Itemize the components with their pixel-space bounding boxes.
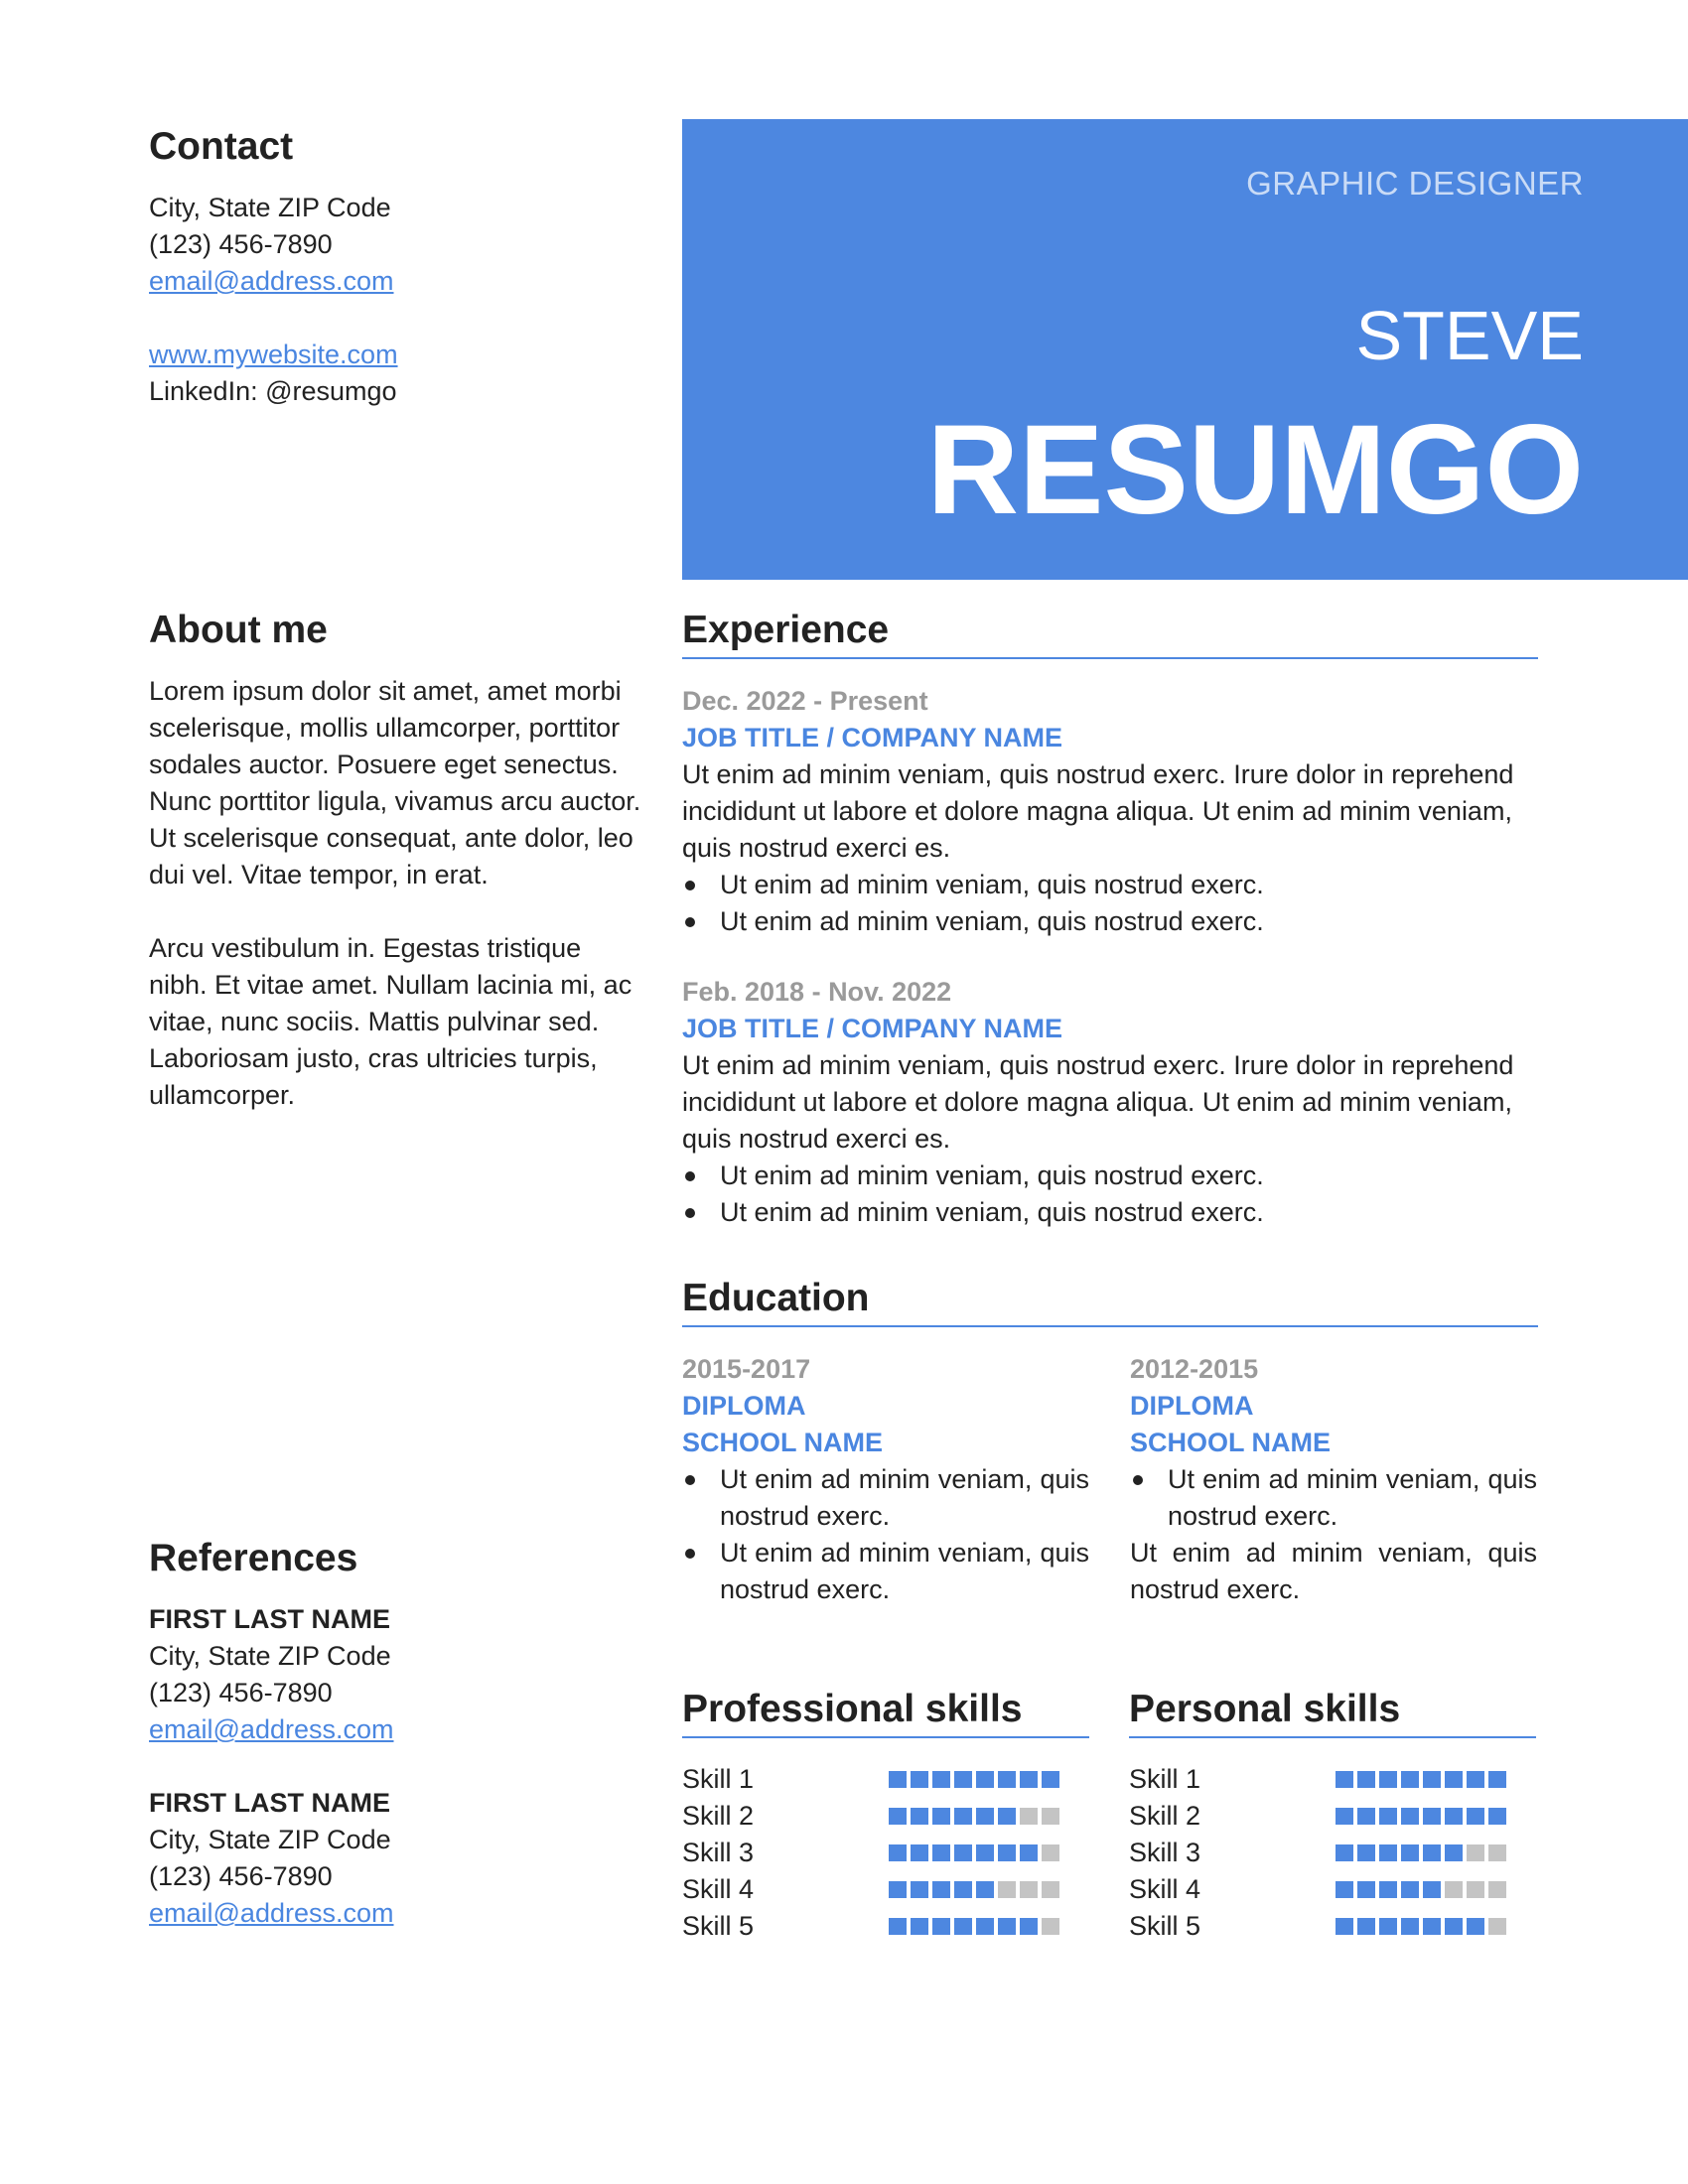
skill-level-filled-square [976, 1808, 994, 1825]
job-title: GRAPHIC DESIGNER [1246, 165, 1584, 202]
skill-name: Skill 3 [682, 1838, 755, 1867]
first-name: STEVE [1355, 297, 1584, 374]
about-section [149, 606, 645, 1151]
skill-level-bar [889, 1844, 1063, 1861]
skill-row [1129, 1761, 1536, 1798]
skill-level-filled-square [911, 1881, 928, 1898]
skill-level-filled-square [954, 1918, 972, 1935]
skill-level-filled-square [1357, 1881, 1375, 1898]
skill-level-empty-square [1467, 1844, 1484, 1861]
bullet-item: Ut enim ad minim veniam, quis nostrud exerc. [720, 903, 1538, 940]
reference-entry [149, 1785, 645, 1932]
skill-level-filled-square [1336, 1881, 1353, 1898]
skill-level-filled-square [1020, 1918, 1038, 1935]
bullet-item: Ut enim ad minim veniam, quis nostrud exerc. [720, 867, 1538, 903]
skill-level-empty-square [1445, 1881, 1463, 1898]
contact-heading: Contact [149, 125, 294, 168]
skill-level-filled-square [1401, 1918, 1419, 1935]
education-degree: DIPLOMA [1130, 1391, 1254, 1421]
skill-level-empty-square [1467, 1881, 1484, 1898]
skill-level-filled-square [889, 1844, 907, 1861]
skill-level-filled-square [954, 1844, 972, 1861]
skill-level-filled-square [1357, 1808, 1375, 1825]
education-bullets [1130, 1461, 1537, 1535]
skill-level-filled-square [998, 1808, 1016, 1825]
skill-level-filled-square [998, 1918, 1016, 1935]
skill-level-filled-square [1379, 1808, 1397, 1825]
reference-email-link[interactable]: email@address.com [149, 1714, 394, 1744]
skill-row [1129, 1871, 1536, 1908]
experience-bullets [682, 1158, 1538, 1231]
skill-row [682, 1871, 1089, 1908]
skill-level-bar [1336, 1808, 1510, 1825]
skill-level-filled-square [1379, 1881, 1397, 1898]
skill-level-filled-square [954, 1808, 972, 1825]
skill-level-empty-square [1042, 1918, 1059, 1935]
skill-level-filled-square [911, 1844, 928, 1861]
skill-level-filled-square [1488, 1771, 1506, 1788]
skill-level-filled-square [1336, 1844, 1353, 1861]
skill-level-filled-square [1357, 1771, 1375, 1788]
education-dates: 2012-2015 [1130, 1354, 1259, 1384]
bullet-item: Ut enim ad minim veniam, quis nostrud exerc. [720, 1461, 1089, 1535]
skill-row [1129, 1908, 1536, 1945]
education-bullets [682, 1461, 1089, 1608]
name-header-banner [682, 119, 1688, 580]
about-paragraph: Lorem ipsum dolor sit amet, amet morbi scelerisque, mollis ullamcorper, porttitor sodales auctor. Posuere eget senectus. Nunc porttitor ligula, vivamus arcu auctor. Ut scelerisque consequat, ante dolor, leo dui vel. Vitae tempor, in erat. [149, 676, 641, 889]
contact-section [149, 122, 645, 410]
skill-level-empty-square [1488, 1918, 1506, 1935]
skill-level-filled-square [976, 1881, 994, 1898]
skill-level-filled-square [1445, 1771, 1463, 1788]
references-section [149, 1534, 645, 1969]
skill-level-filled-square [1336, 1808, 1353, 1825]
about-paragraph: Arcu vestibulum in. Egestas tristique nibh. Et vitae amet. Nullam lacinia mi, ac vitae, nunc sociis. Mattis pulvinar sed. Laboriosam justo, cras ultricies turpis, ullamcorper. [149, 933, 633, 1110]
skill-level-filled-square [976, 1771, 994, 1788]
skill-level-bar [1336, 1844, 1510, 1861]
references-heading: References [149, 1537, 358, 1579]
skill-name: Skill 2 [682, 1801, 755, 1831]
reference-address: City, State ZIP Code [149, 1825, 391, 1854]
skill-level-filled-square [954, 1881, 972, 1898]
skill-level-bar [1336, 1771, 1510, 1788]
skill-level-empty-square [1020, 1808, 1038, 1825]
skill-level-filled-square [911, 1771, 928, 1788]
skill-level-filled-square [1336, 1771, 1353, 1788]
about-heading: About me [149, 609, 328, 651]
contact-email-link[interactable]: email@address.com [149, 266, 394, 296]
skill-row [1129, 1798, 1536, 1835]
experience-dates: Dec. 2022 - Present [682, 686, 928, 716]
reference-email-link[interactable]: email@address.com [149, 1898, 394, 1928]
bullet-item: Ut enim ad minim veniam, quis nostrud exerc. [720, 1535, 1089, 1608]
skill-row [682, 1908, 1089, 1945]
skill-level-filled-square [1401, 1771, 1419, 1788]
skill-row [682, 1798, 1089, 1835]
education-entry [1130, 1351, 1537, 1608]
skill-level-filled-square [932, 1808, 950, 1825]
skill-level-filled-square [1445, 1844, 1463, 1861]
bullet-item: Ut enim ad minim veniam, quis nostrud exerc. [1168, 1461, 1537, 1535]
education-note: Ut enim ad minim veniam, quis nostrud exerc. [1130, 1538, 1537, 1604]
skill-level-filled-square [932, 1881, 950, 1898]
skill-level-filled-square [976, 1918, 994, 1935]
reference-phone: (123) 456-7890 [149, 1678, 333, 1707]
skill-level-empty-square [1042, 1881, 1059, 1898]
skill-level-filled-square [911, 1918, 928, 1935]
professional-skills-list [682, 1761, 1089, 1945]
skill-level-filled-square [1423, 1844, 1441, 1861]
skill-level-filled-square [1020, 1844, 1038, 1861]
experience-title: JOB TITLE / COMPANY NAME [682, 1014, 1063, 1043]
skill-level-filled-square [1423, 1771, 1441, 1788]
contact-website-link[interactable]: www.mywebsite.com [149, 340, 398, 369]
skill-level-bar [1336, 1918, 1510, 1935]
skill-level-filled-square [1423, 1918, 1441, 1935]
skill-level-filled-square [1379, 1771, 1397, 1788]
skill-row [1129, 1835, 1536, 1871]
reference-entry [149, 1601, 645, 1748]
last-name: RESUMGO [926, 399, 1584, 541]
experience-description: Ut enim ad minim veniam, quis nostrud exerc. Irure dolor in reprehend incididunt ut labore et dolore magna aliqua. Ut enim ad minim veniam, quis nostrud exerci es. [682, 1050, 1514, 1154]
skill-level-filled-square [1379, 1844, 1397, 1861]
skill-level-filled-square [1467, 1771, 1484, 1788]
skill-level-filled-square [998, 1771, 1016, 1788]
skill-level-filled-square [1042, 1771, 1059, 1788]
skill-level-filled-square [889, 1881, 907, 1898]
skill-level-filled-square [1423, 1808, 1441, 1825]
contact-address: City, State ZIP Code [149, 193, 391, 222]
bullet-item: Ut enim ad minim veniam, quis nostrud exerc. [720, 1158, 1538, 1194]
skill-row [682, 1761, 1089, 1798]
skill-level-bar [889, 1918, 1063, 1935]
skill-level-empty-square [1042, 1844, 1059, 1861]
skill-level-bar [889, 1881, 1063, 1898]
skill-level-empty-square [1042, 1808, 1059, 1825]
skill-level-filled-square [1379, 1918, 1397, 1935]
skill-level-filled-square [976, 1844, 994, 1861]
skill-level-filled-square [998, 1844, 1016, 1861]
skill-level-filled-square [932, 1918, 950, 1935]
education-degree: DIPLOMA [682, 1391, 806, 1421]
skill-name: Skill 1 [682, 1764, 755, 1794]
education-heading: Education [682, 1274, 1538, 1327]
skill-name: Skill 2 [1129, 1801, 1201, 1831]
skill-level-filled-square [954, 1771, 972, 1788]
education-school: SCHOOL NAME [682, 1428, 884, 1457]
skill-level-filled-square [1423, 1881, 1441, 1898]
education-dates: 2015-2017 [682, 1354, 811, 1384]
skill-level-empty-square [998, 1881, 1016, 1898]
skill-level-filled-square [1467, 1918, 1484, 1935]
skill-name: Skill 1 [1129, 1764, 1201, 1794]
education-entry [682, 1351, 1089, 1608]
skill-level-filled-square [1357, 1844, 1375, 1861]
skill-level-filled-square [1401, 1844, 1419, 1861]
skill-name: Skill 3 [1129, 1838, 1201, 1867]
skill-level-empty-square [1488, 1844, 1506, 1861]
reference-address: City, State ZIP Code [149, 1641, 391, 1671]
experience-title: JOB TITLE / COMPANY NAME [682, 723, 1063, 752]
education-school: SCHOOL NAME [1130, 1428, 1332, 1457]
experience-description: Ut enim ad minim veniam, quis nostrud exerc. Irure dolor in reprehend incididunt ut labore et dolore magna aliqua. Ut enim ad minim veniam, quis nostrud exerci es. [682, 759, 1514, 863]
skill-level-bar [889, 1808, 1063, 1825]
skill-row [682, 1835, 1089, 1871]
experience-dates: Feb. 2018 - Nov. 2022 [682, 977, 952, 1007]
skill-level-filled-square [911, 1808, 928, 1825]
skill-name: Skill 4 [1129, 1874, 1201, 1904]
skill-level-bar [889, 1771, 1063, 1788]
skill-level-filled-square [1445, 1808, 1463, 1825]
experience-entry [682, 683, 1538, 940]
skill-level-filled-square [1401, 1881, 1419, 1898]
experience-entry [682, 974, 1538, 1231]
skill-name: Skill 4 [682, 1874, 755, 1904]
skill-name: Skill 5 [1129, 1911, 1201, 1941]
skill-level-filled-square [1357, 1918, 1375, 1935]
reference-phone: (123) 456-7890 [149, 1861, 333, 1891]
skill-level-filled-square [932, 1844, 950, 1861]
skill-level-filled-square [889, 1918, 907, 1935]
skill-level-filled-square [1401, 1808, 1419, 1825]
skill-level-empty-square [1488, 1881, 1506, 1898]
skill-level-filled-square [1488, 1808, 1506, 1825]
reference-name: FIRST LAST NAME [149, 1788, 390, 1818]
skill-level-filled-square [1336, 1918, 1353, 1935]
bullet-item: Ut enim ad minim veniam, quis nostrud exerc. [720, 1194, 1538, 1231]
skill-level-filled-square [889, 1771, 907, 1788]
personal-skills-list [1129, 1761, 1536, 1945]
professional-skills-heading: Professional skills [682, 1685, 1089, 1738]
reference-name: FIRST LAST NAME [149, 1604, 390, 1634]
skill-level-empty-square [1020, 1881, 1038, 1898]
experience-bullets [682, 867, 1538, 940]
skill-level-filled-square [932, 1771, 950, 1788]
experience-heading: Experience [682, 606, 1538, 659]
skill-level-filled-square [1020, 1771, 1038, 1788]
contact-linkedin: LinkedIn: @resumgo [149, 376, 397, 406]
skill-name: Skill 5 [682, 1911, 755, 1941]
contact-phone: (123) 456-7890 [149, 229, 333, 259]
skill-level-filled-square [1467, 1808, 1484, 1825]
skill-level-filled-square [1445, 1918, 1463, 1935]
skill-level-bar [1336, 1881, 1510, 1898]
personal-skills-heading: Personal skills [1129, 1685, 1536, 1738]
skill-level-filled-square [889, 1808, 907, 1825]
